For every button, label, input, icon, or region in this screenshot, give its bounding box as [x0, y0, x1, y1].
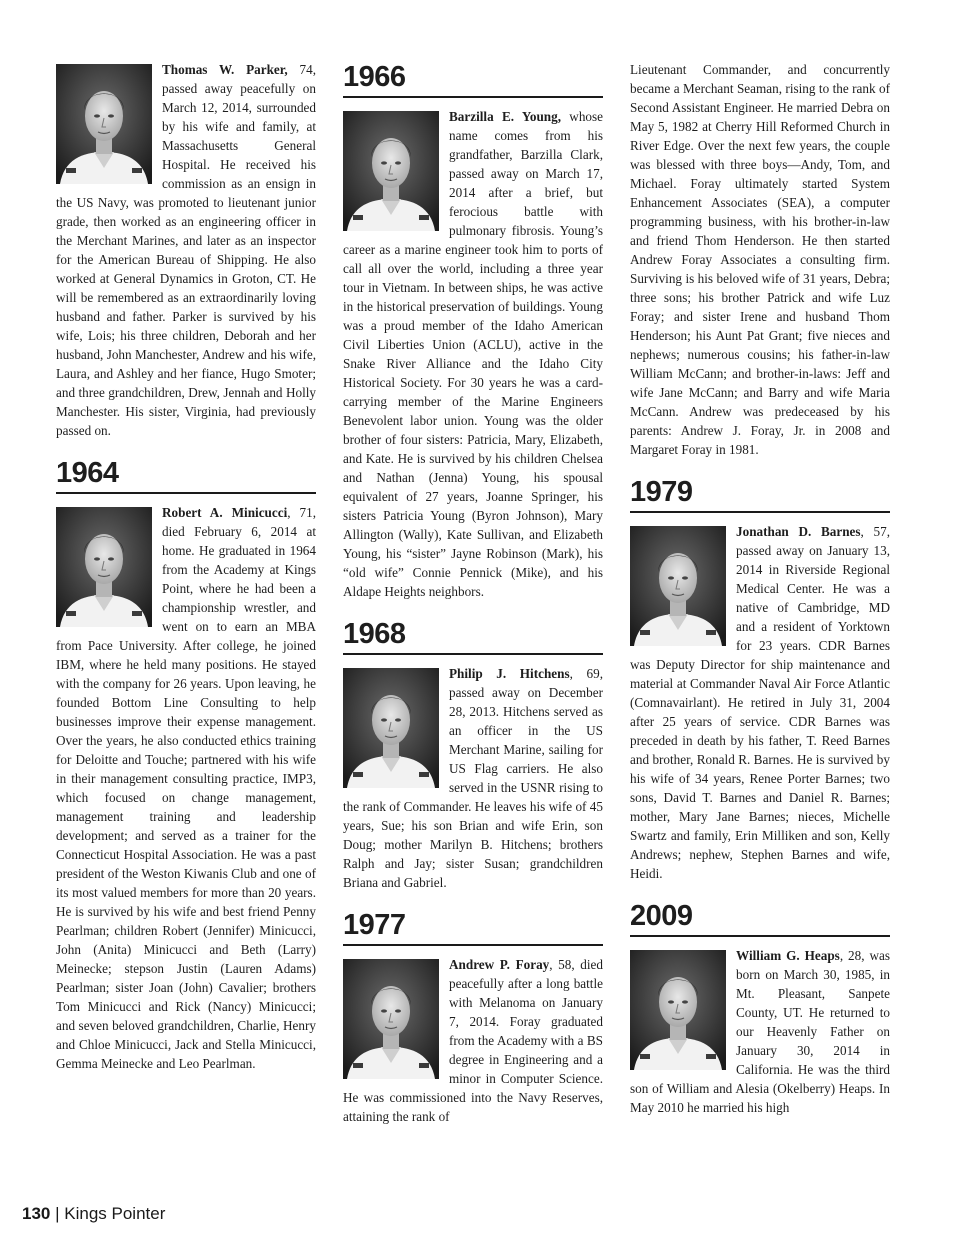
obituary-name: Thomas W. Parker, — [162, 62, 288, 77]
portrait-photo-parker — [56, 64, 152, 184]
obituary-name: Jonathan D. Barnes — [736, 524, 861, 539]
obituary-text: 74, passed away peacefully on March 12, 2014, surrounded by his wife and family, at Massachusetts General Hospital. He received his commission as an ensign in the US Navy, was promoted to lieutenant junior grade, then worked as an engineering officer in the Merchant Marines, and later as an inspector for the American Bureau of Shipping. He also worked at General Dynamics in Groton, CT. He will be remembered as an extraordinarily loving husband and father. Parker is survived by his wife, Lois; his three children, Deborah and her husband, John Manchester, Andrew and his wife, Laura, and Ashley and her fiance, Hugo Smoter; and three grandchildren, Drew, Jennah and Holly Manchester. His sister, Virginia, had previously passed on. — [56, 62, 316, 438]
page-footer — [22, 1204, 165, 1224]
portrait-photo-foray — [343, 959, 439, 1079]
obituary-text: , 71, died February 6, 2014 at home. He graduated in 1964 from the Academy at Kings Point, where he had been a championship wrestler, and went on to earn an MBA from Pace University. After college, he joined IBM, where he held many positions. He stayed with the company for 26 years. Upon leaving, he founded Bottom Line Consulting to help businesses improve their expense management. Over the years, he also conducted ethics training for Deloitte and Touche; partnered with his wife in their management consulting practice, IMP3, which focused on change management, management training and leadership development; and served as a trainer for the Connecticut Hospital Association. He was a past president of the Weston Kiwanis Club and one of its most valued members for more than 20 years. He is survived by his wife and best friend Penny Pearlman; children Robert (Jennifer) Minicucci, John (Anita) Minicucci and Beth (Larry) Meinecke; stepson Justin (Lauren Adams) Pearlman; sister Joan (John) Cavalier; brothers Tom Minicucci and Rick (Nancy) Minicucci; and seven beloved grandchildren, Charlie, Henry and Chloe Minicucci, Jack and Stella Minicucci, Gemma Meinecke and Leo Pearlman. — [56, 505, 316, 1071]
obituary-parker — [56, 60, 316, 440]
class-year-heading: 1979 — [630, 475, 890, 513]
obituary-text: , 58, died peacefully after a long battle with Melanoma on January 7, 2014. Foray graduated from the Academy with a BS degree in Engineering and a minor in Computer Science. He was commissioned into the Navy Reserves, attaining the rank of — [343, 957, 603, 1124]
class-year-heading: 1964 — [56, 456, 316, 494]
obituary-name: Philip J. Hitchens — [449, 666, 570, 681]
portrait-photo-minicucci — [56, 507, 152, 627]
obituary-text: , 69, passed away on December 28, 2013. Hitchens served as an officer in the US Merchant Marine, sailing for US Flag carriers. He also served in the USNR rising to the rank of Commander. He leaves his wife of 45 years, Sue; his son Brian and wife Erin, son Doug; mother Marilyn B. Hitchens; brothers Ralph and Jay; sister Susan; grandchildren Briana and Gabriel. — [343, 666, 603, 890]
column-middle — [343, 60, 603, 1126]
footer-separator: | — [50, 1204, 65, 1223]
obituary-name: Andrew P. Foray — [449, 957, 550, 972]
portrait-photo-hitchens — [343, 668, 439, 788]
obituary-barnes — [630, 522, 890, 883]
obituary-text: , 28, was born on March 30, 1985, in Mt. Pleasant, Sanpete County, UT. He returned to our Heavenly Father on January 30, 2014 in California. He was the third son of William and Alesia (Okelberry) Heaps. In May 2010 he married his high — [630, 948, 890, 1115]
obituary-foray-continued: Lieutenant Commander, and concurrently became a Merchant Seaman, rising to the rank of Second Assistant Engineer. He married Debra on May 5, 1982 at Cherry Hill Reformed Church in River Edge. Over the next few years, the couple was blessed with three boys—Andy, Tom, and Michael. Foray ultimately started System Enhancement Associates (SEA), a computer programming business, with his brother-in-law and friend Thom Henderson. He then started Andrew Foray Associates a consulting firm. Surviving is his beloved wife of 31 years, Debra; three sons; his brother Patrick and wife Luz Foray; and sister Irene and husband Thom Henderson; his Aunt Pat Grant; five nieces and nephews; numerous cousins; his father-in-law William McCann; and brother-in-laws: Jeff and wife Jane McCann; and Barry and wife Maria McCann. Andrew was predeceased by his parents: Andrew J. Foray, Jr. in 2008 and Margaret Foray in 1981. — [630, 62, 890, 457]
class-year-heading: 1968 — [343, 617, 603, 655]
obituary-name: Robert A. Minicucci — [162, 505, 288, 520]
obituary-name: Barzilla E. Young, — [449, 109, 562, 124]
page-number: 130 — [22, 1204, 51, 1223]
obituary-minicucci — [56, 503, 316, 1073]
class-year-heading: 1966 — [343, 60, 603, 98]
column-right — [630, 60, 890, 1117]
publication-name: Kings Pointer — [64, 1204, 166, 1223]
column-left — [56, 60, 316, 1073]
portrait-photo-heaps — [630, 950, 726, 1070]
class-year-heading: 2009 — [630, 899, 890, 937]
obituary-text: whose name comes from his grandfather, Barzilla Clark, passed away on March 17, 2014 after a brief, but ferocious battle with pulmonary fibrosis. Young’s career as a marine engineer took him to ports of call all over the world, including a three year tour in Vietnam. In between ships, he was active in the historical preservation of buildings. Young was a proud member of the Idaho American Civil Liberties Union (ACLU), active in the Snake River Alliance and the Idaho City Historical Society. For 30 years he was a card-carrying member of the Marine Engineers Benevolent labor union. Young was the older brother of four sisters: Patricia, Mary, Elizabeth, and Kate. He is survived by his children Chelsea and Nathan (Jenna) Young, his spousal equivalent of 27 years, Joanne Springer, his sisters Patricia Young (Byron Johnson), Mary Allington (Wally), Kate Sullivan, and Elizabeth Young, his “sister” Jayne Robinson (Mark), his “old wife” Connie Pennick (Mike), and his Aldape Heights neighbors. — [343, 109, 603, 599]
portrait-photo-barnes — [630, 526, 726, 646]
obituary-text: , 57, passed away on January 13, 2014 in Riverside Regional Medical Center. He was a native of Cambridge, MD and a resident of Yorktown for 23 years. CDR Barnes was Deputy Director for ship maintenance and material at Commander Naval Air Force Atlantic (Comnavairlant). He retired in July 31, 2004 after 25 years of service. CDR Barnes was preceded in death by his father, T. Reed Barnes and brother, Ronald R. Barnes. He is survived by his wife of 34 years, Renee Porter Barnes; two sons, David T. Barnes and Daniel R. Barnes; mother, Mary Jane Barnes; nieces, Michelle Swartz and family, Erin Milliken and son, Kelly Andrews; nephew, Stephen Barnes and wife, Heidi. — [630, 524, 890, 881]
portrait-photo-young — [343, 111, 439, 231]
obituary-foray — [343, 955, 603, 1126]
class-year-heading: 1977 — [343, 908, 603, 946]
obituary-young — [343, 107, 603, 601]
obituary-heaps — [630, 946, 890, 1117]
obituary-hitchens — [343, 664, 603, 892]
obituary-name: William G. Heaps — [736, 948, 840, 963]
